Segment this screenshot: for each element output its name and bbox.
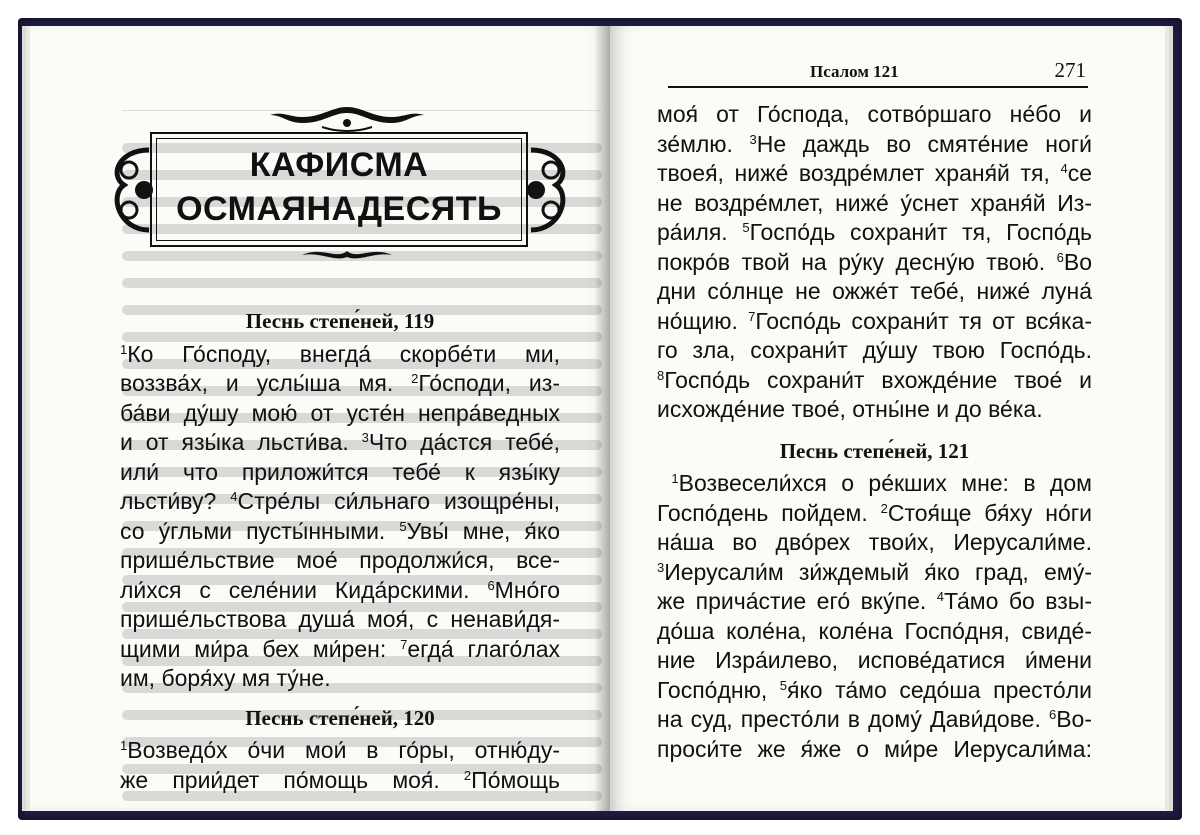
psalm-119-heading: Песнь степе́ней, 119 — [245, 309, 435, 333]
text-line: ли́хся с селе́нии Кида́рскими. $^6$Мно́го — [120, 576, 560, 603]
text-line: прише́льствова душа́ моя́, с ненави́дя- — [120, 606, 560, 632]
text-line: $^1$Возвесели́хся о ре́кших мне: в дом — [671, 470, 1092, 496]
text-line: исхожде́ние твое́, отны́не и до ве́ка. — [657, 396, 1043, 422]
running-head — [668, 60, 1088, 88]
kathisma-title-line2: ОСМАЯНАДЕСЯТЬ — [176, 190, 502, 228]
text-line: Госпо́день пойдем. $^2$Стоя́ще бя́ху но́ги — [657, 499, 1093, 526]
text-line: же прича́стие его́ вку́пе. $^4$Та́мо бо взы- — [657, 588, 1092, 614]
text-line: не воздре́млет, ниже́ у́снет храня́й Из- — [657, 189, 1092, 216]
text-line: покро́в твой на ру́ку десну́ю твою́. $^6$Во — [657, 248, 1093, 275]
text-line: щими ми́ра бех ми́рен: $^7$егда́ глаго́лах — [120, 635, 560, 662]
text-line: воззва́х, и услы́ша мя. $^2$Го́споди, из- — [120, 370, 560, 396]
bottom-ornament-icon — [292, 246, 402, 264]
text-line: же прии́дет по́мощь моя́. $^2$По́мощь — [120, 766, 560, 793]
top-ornament-icon — [262, 103, 432, 133]
right-page-text — [657, 100, 1092, 764]
text-line: или́ что приложи́тся тебе́ к язы́ку — [120, 458, 560, 485]
text-line: прише́льствие мое́ продолжи́ся, все- — [120, 547, 560, 573]
text-line: $^1$Возведо́х о́чи мои́ в го́ры, отню́ду- — [120, 737, 560, 763]
text-line: со у́гльми пусты́нными. $^5$Увы́ мне, я́ко — [120, 517, 560, 544]
text-line: ра́иля. $^5$Госпо́дь сохрани́т тя, Госпо́дь — [657, 219, 1092, 245]
text-line: моя́ от Го́спода, сотво́ршаго не́бо и — [657, 101, 1092, 127]
text-line: проси́те же я́же о ми́ре Иерусали́ма: — [657, 735, 1092, 762]
text-line: до́ша коле́на, коле́на Госпо́дня, свиде́- — [657, 617, 1092, 644]
kathisma-title-frame — [150, 132, 528, 247]
running-title: Псалом 121 — [810, 62, 899, 81]
text-line: на суд, престо́ли в дому́ Дави́дове. $^6$Во- — [657, 706, 1093, 732]
text-line: ние Изра́илево, испове́датися и́мени — [657, 647, 1092, 673]
text-line: $^3$Иерусали́м зи́ждемый я́ко град, ему́- — [657, 558, 1092, 585]
text-line: ба́ви ду́шу мою́ от усте́н непра́ведных — [120, 399, 560, 426]
text-line: зе́млю. $^3$Не даждь во смяте́ние ноги́ — [657, 130, 1093, 157]
text-line: но́щию. $^7$Госпо́дь сохрани́т тя от вся́ка- — [657, 307, 1093, 334]
psalm-121-heading: Песнь степе́ней, 121 — [779, 438, 970, 463]
text-line: Госпо́дню, $^5$я́ко та́мо седо́ша престо́ли — [657, 676, 1092, 703]
psalm-120-heading: Песнь степе́ней, 120 — [245, 705, 435, 730]
kathisma-title-line1: КАФИСМА — [249, 146, 429, 184]
text-line: на́ша во дво́рех твои́х, Иерусали́ме. — [657, 529, 1092, 555]
text-line: дни со́лнце не ожже́т тебе́, ниже́ луна́ — [657, 278, 1092, 304]
page-number: 271 — [1054, 58, 1086, 82]
text-line: им, боря́ху мя ту́не. — [120, 665, 331, 691]
text-line: твоея́, ниже́ воздре́млет храня́й тя, $^4$се — [657, 160, 1092, 186]
left-page-text — [120, 303, 560, 795]
text-line: $^1$Ко Го́споду, внегда́ скорбе́ти ми, — [120, 340, 560, 367]
text-line: $^8$Госпо́дь сохрани́т вхожде́ние твое́ и — [657, 366, 1092, 393]
right-flourish-icon — [516, 140, 576, 240]
text-line: го зла, сохрани́т ду́шу твою Госпо́дь. — [657, 337, 1092, 363]
text-line: и от язы́ка льсти́ва. $^3$Что да́стся тебе́, — [120, 429, 560, 455]
text-line: льсти́ву? $^4$Стре́лы си́льнаго изощре́ны, — [120, 488, 560, 514]
